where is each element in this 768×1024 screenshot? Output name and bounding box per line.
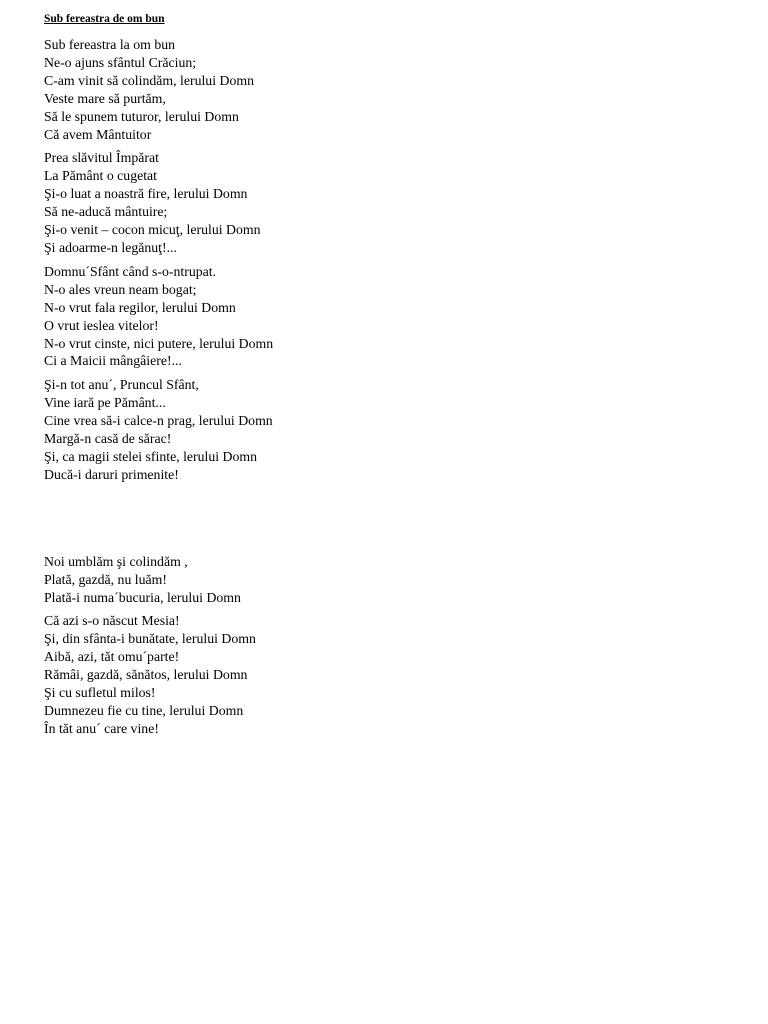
- stanza-1: [44, 36, 744, 143]
- verse-line: Plată, gazdă, nu luăm!: [44, 571, 167, 587]
- verse-line: Şi, din sfânta-i bunătate, lerului Domn: [44, 631, 256, 647]
- verse-line: Veste mare să purtăm,: [44, 90, 166, 106]
- verse-line: Domnu´Sfânt când s-o-ntrupat.: [44, 263, 217, 279]
- verse-line: Cine vrea să-i calce-n prag, lerului Domn: [44, 413, 273, 429]
- verse-line: N-o ales vreun neam bogat;: [44, 281, 197, 297]
- verse-line: Să le spunem tuturor, lerului Domn: [44, 108, 239, 124]
- blank-space: [44, 490, 744, 553]
- verse-line: Şi adoarme-n legănuţ!...: [44, 239, 177, 255]
- verse-line: Prea slăvitul Împărat: [44, 150, 159, 166]
- verse-line: Ne-o ajuns sfântul Crăciun;: [44, 54, 197, 70]
- verse-line: Că azi s-o născut Mesia!: [44, 613, 180, 629]
- verse-line: C-am vinit să colindăm, lerului Domn: [44, 72, 254, 88]
- verse-line: Margă-n casă de sărac!: [44, 431, 172, 447]
- verse-line: Că avem Mântuitor: [44, 126, 152, 142]
- verse-line: La Pământ o cugetat: [44, 168, 158, 184]
- document-title: Sub fereastra de om bun: [44, 13, 165, 25]
- stanza-2: [44, 149, 744, 256]
- verse-line: În tăt anu´ care vine!: [44, 720, 159, 736]
- verse-line: Plată-i numa´bucuria, lerului Domn: [44, 589, 241, 605]
- verse-line: Ci a Maicii mângâiere!...: [44, 353, 182, 369]
- verse-line: Şi-o luat a noastră fire, lerului Domn: [44, 186, 248, 202]
- verse-line: N-o vrut cinste, nici putere, lerului Domn: [44, 335, 274, 351]
- verse-line: Ducă-i daruri primenite!: [44, 466, 179, 482]
- stanza-5: [44, 553, 744, 607]
- stanza-4: [44, 376, 744, 483]
- stanza-6: [44, 612, 744, 737]
- verse-line: Şi-n tot anu´, Pruncul Sfânt,: [44, 377, 199, 393]
- verse-line: O vrut ieslea vitelor!: [44, 317, 159, 333]
- verse-line: Şi cu sufletul milos!: [44, 685, 156, 701]
- stanza-3: [44, 263, 744, 370]
- verse-line: Sub fereastra la om bun: [44, 37, 176, 52]
- verse-line: N-o vrut fala regilor, lerului Domn: [44, 299, 236, 315]
- document-page: [44, 12, 744, 744]
- verse-line: Şi, ca magii stelei sfinte, lerului Domn: [44, 448, 258, 464]
- verse-line: Aibă, azi, tăt omu´parte!: [44, 649, 180, 665]
- verse-line: Noi umblăm şi colindăm ,: [44, 553, 188, 569]
- verse-line: Rămâi, gazdă, sănătos, lerului Domn: [44, 667, 248, 683]
- verse-line: Dumnezeu fie cu tine, lerului Domn: [44, 703, 244, 718]
- verse-line: Vine iară pe Pământ...: [44, 395, 166, 411]
- verse-line: Şi-o venit – cocon micuţ, lerului Domn: [44, 222, 261, 238]
- verse-line: Să ne-aducă mântuire;: [44, 204, 168, 220]
